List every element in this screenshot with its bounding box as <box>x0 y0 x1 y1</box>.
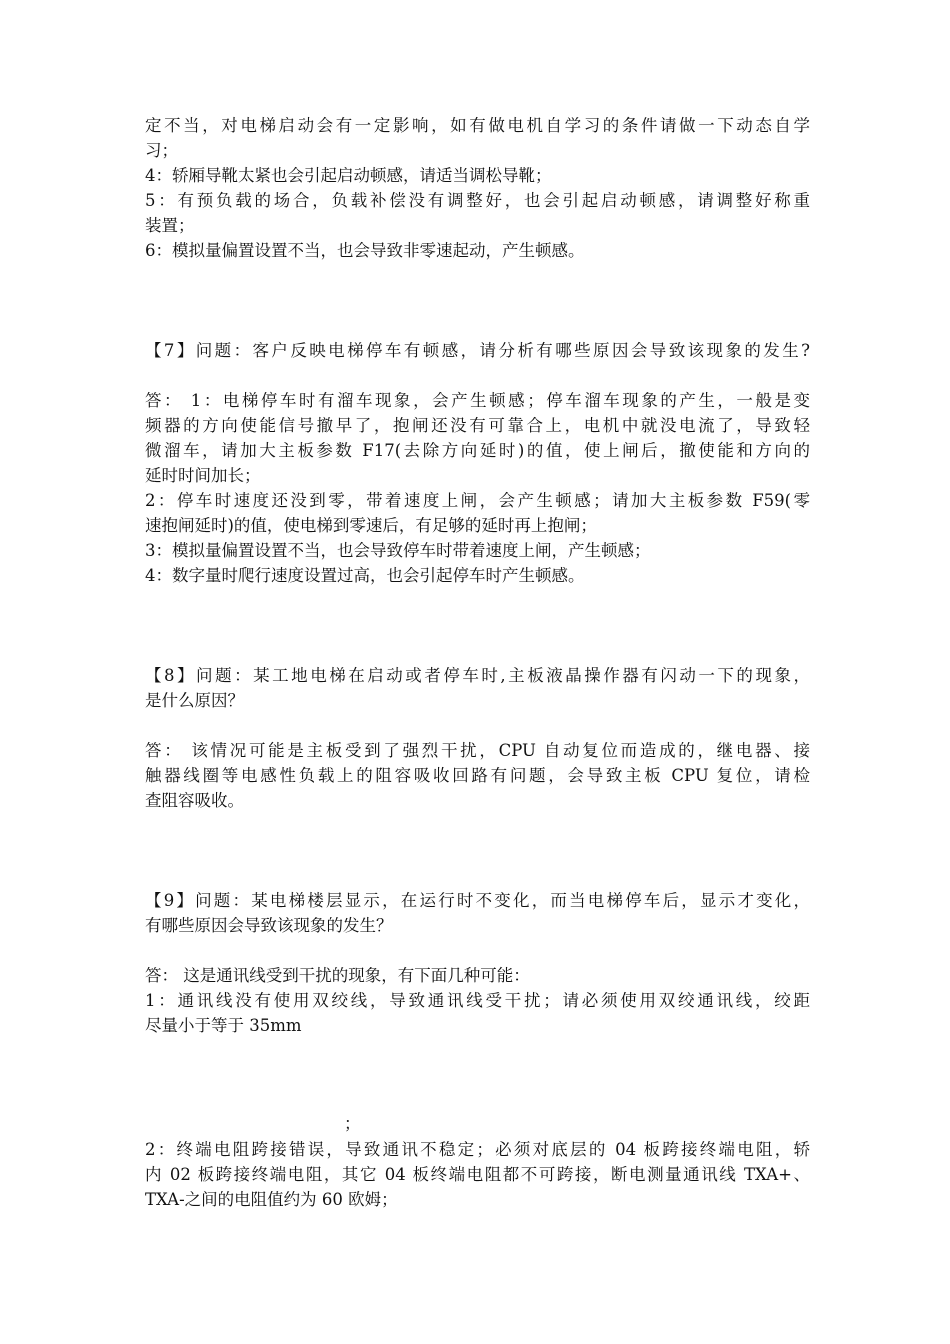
answer-9-item2-line: 内 02 板跨接终端电阻，其它 04 板终端电阻都不可跨接，断电测量通讯线 TXA+、 <box>145 1165 810 1184</box>
answer-8-line: 查阻容吸收。 <box>145 791 244 810</box>
question-8-line: 【8】问题：某工地电梯在启动或者停车时,主板液晶操作器有闪动一下的现象， <box>145 666 810 685</box>
answer-7-line: 4：数字量时爬行速度设置过高，也会引起停车时产生顿感。 <box>145 566 585 585</box>
answer-7-line: 速抱闸延时)的值，使电梯到零速后，有足够的延时再上抱闸； <box>145 516 597 535</box>
answer-7-line: 延时时间加长； <box>145 466 261 485</box>
question-9-line: 【9】问题：某电梯楼层显示，在运行时不变化，而当电梯停车后，显示才变化， <box>145 891 810 910</box>
question-7: 【7】问题：客户反映电梯停车有顿感，请分析有哪些原因会导致该现象的发生? <box>145 341 810 360</box>
answer-9-line: 1：通讯线没有使用双绞线，导致通讯线受干扰；请必须使用双绞通讯线，绞距 <box>145 991 810 1010</box>
intro-line: 4：轿厢导靴太紧也会引起启动顿感，请适当调松导靴； <box>145 166 552 185</box>
answer-9-line: 尽量小于等于 35mm <box>145 1016 302 1035</box>
answer-7-line: 3：模拟量偏置设置不当，也会导致停车时带着速度上闸，产生顿感； <box>145 541 651 560</box>
answer-8-line: 答： 该情况可能是主板受到了强烈干扰，CPU 自动复位而造成的，继电器、接 <box>145 741 810 760</box>
answer-9-item2-line: 2：终端电阻跨接错误，导致通讯不稳定；必须对底层的 04 板跨接终端电阻，轿 <box>145 1140 810 1159</box>
answer-7-line: 答： 1：电梯停车时有溜车现象，会产生顿感；停车溜车现象的产生，一般是变 <box>145 391 810 410</box>
answer-7-line: 微溜车，请加大主板参数 F17(去除方向延时)的值，使上闸后，撤使能和方向的 <box>145 441 810 460</box>
answer-7-line: 频器的方向使能信号撤早了，抱闸还没有可靠合上，电机中就没电流了，导致轻 <box>145 416 810 435</box>
intro-line: 装置； <box>145 216 195 235</box>
question-8-line: 是什么原因？ <box>145 691 244 710</box>
question-9-line: 有哪些原因会导致该现象的发生？ <box>145 916 393 935</box>
answer-9-line: 答： 这是通讯线受到干扰的现象，有下面几种可能： <box>145 966 530 985</box>
stray-semicolon: ； <box>344 1114 361 1133</box>
intro-line: 6：模拟量偏置设置不当，也会导致非零速起动，产生顿感。 <box>145 241 585 260</box>
answer-7-line: 2：停车时速度还没到零，带着速度上闸，会产生顿感；请加大主板参数 F59(零 <box>145 491 810 510</box>
answer-8-line: 触器线圈等电感性负载上的阻容吸收回路有问题，会导致主板 CPU 复位，请检 <box>145 766 810 785</box>
intro-line: 5：有预负载的场合，负载补偿没有调整好，也会引起启动顿感，请调整好称重 <box>145 191 810 210</box>
intro-line: 定不当，对电梯启动会有一定影响，如有做电机自学习的条件请做一下动态自学 <box>145 116 810 135</box>
intro-line: 习； <box>145 141 178 160</box>
answer-9-item2-line: TXA-之间的电阻值约为 60 欧姆； <box>145 1190 398 1209</box>
